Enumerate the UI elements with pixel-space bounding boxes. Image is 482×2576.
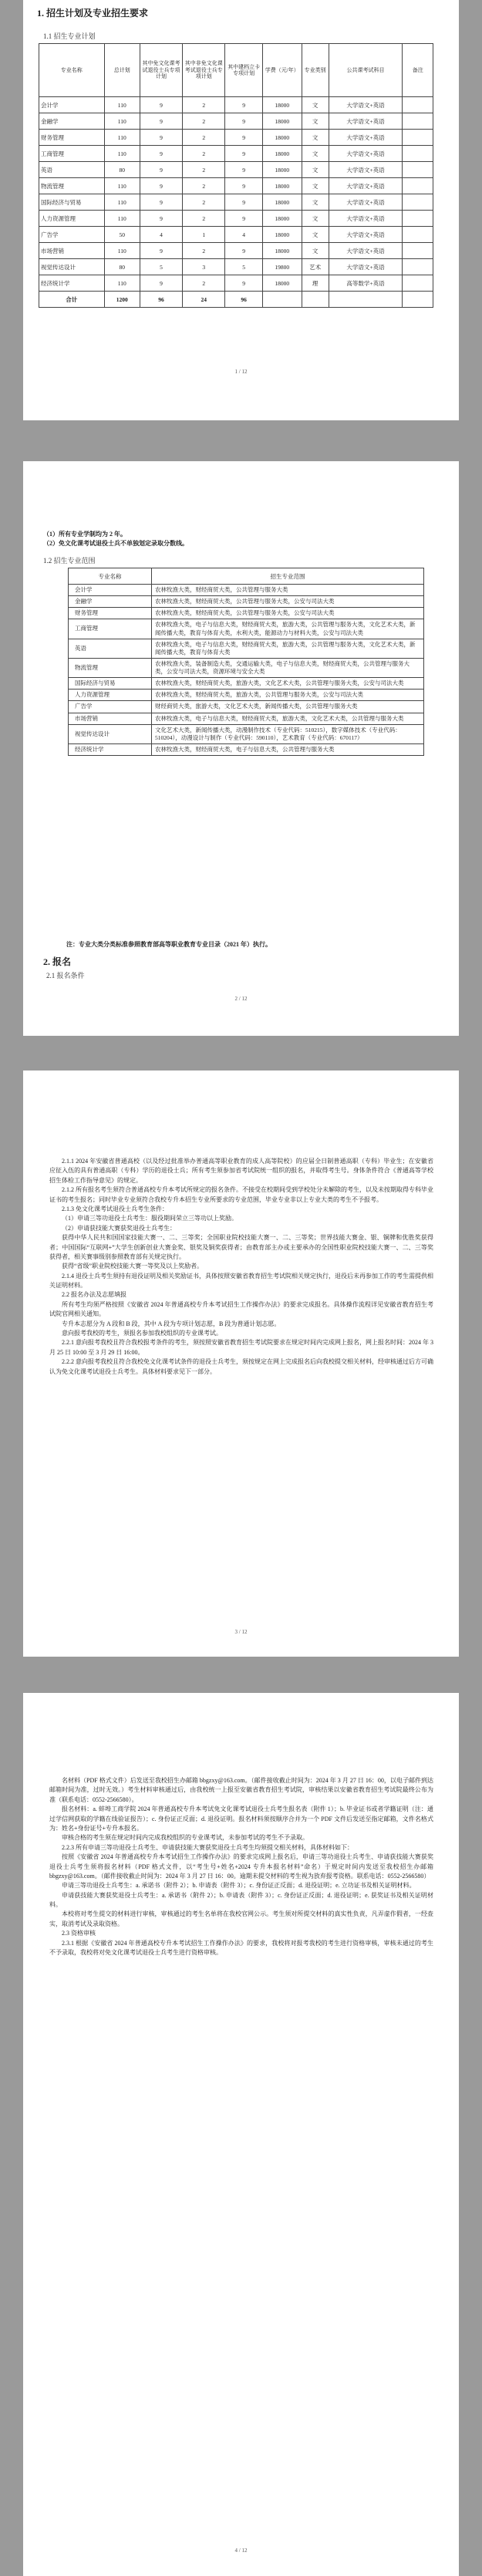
table-row (39, 194, 433, 211)
table-cell: 大学语文+英语 (329, 227, 403, 243)
paragraph: （2）申请获技能大赛获奖退役士兵考生： (62, 1224, 176, 1232)
table-cell: 110 (104, 243, 140, 259)
table-cell (403, 211, 433, 227)
table-header: 专业名称 (39, 44, 105, 97)
major-scope-cell: 农林牧渔大类，财经商贸大类，公共管理与服务大类，公安与司法大类 (152, 596, 424, 608)
table-cell: 艺术 (302, 259, 329, 275)
table-row (39, 146, 433, 162)
total-row (39, 292, 433, 308)
table-row (69, 619, 424, 639)
subsection-heading: 1.1 招生专业计划 (43, 32, 96, 40)
table-cell: 18000 (262, 130, 302, 146)
page-number: 4 / 12 (234, 2547, 248, 2554)
table-cell: 3 (183, 259, 225, 275)
table-cell: 110 (104, 130, 140, 146)
paragraph: 意向报考我校的考生，须报名参加我校组织的专业课考试。 (62, 1330, 222, 1337)
table-cell: 2 (183, 97, 225, 113)
page-number: 1 / 12 (234, 369, 248, 375)
table-cell: 金融学 (39, 113, 105, 130)
table-cell: 9 (225, 275, 263, 292)
table-cell: 5 (225, 259, 263, 275)
table-cell: 2 (183, 146, 225, 162)
table-row (69, 658, 424, 677)
table-cell: 18000 (262, 162, 302, 178)
major-scope-cell: 农林牧渔大类，财经商贸大类，电子与信息大类，公共管理与服务大类 (152, 743, 424, 755)
major-name-cell: 金融学 (69, 596, 152, 608)
table-cell: 工商管理 (39, 146, 105, 162)
table-cell: 96 (225, 292, 263, 308)
table-cell: 110 (104, 275, 140, 292)
table-cell: 9 (140, 194, 182, 211)
paragraph: 所有考生均须严格按照《安徽省 2024 年普通高校专升本考试招生工作操作办法》的要求完成报名。具体操作流程详见安徽省教育招生考试院官网相关通知。 (49, 1300, 433, 1318)
paragraph: 名材料（PDF 格式文件）后发送至我校招生办邮箱 bbgzxy@163.com。（邮件接收截止时间为：2024 年 3 月 27 日 16：00，以电子邮件到达邮箱时间为准，过时无效。）考生材料审核通过后，由我校统一上报至安徽省教育招生考试院，审核结果以安徽省教育招生考试院最终公布为准（联系电话：0552-2566580）。 (49, 1777, 433, 1803)
table-cell: 18000 (262, 275, 302, 292)
table-cell: 9 (225, 194, 263, 211)
table-cell (302, 292, 329, 308)
table-row (69, 608, 424, 619)
note-line: （2）免文化课考试退役士兵不单独划定录取分数线。 (43, 540, 188, 547)
major-scope-cell: 文化艺术大类，新闻传播大类，动漫制作技术（专业代码：510215），数字媒体技术（专业代码：510204），动漫设计与制作（专业代码：590110），艺术教育（专业代码：670117） (152, 724, 424, 743)
table-header: 备注 (403, 44, 433, 97)
table-cell: 9 (225, 211, 263, 227)
table-cell: 理 (302, 275, 329, 292)
table-cell: 1200 (104, 292, 140, 308)
paragraph: 2.3 资格审核 (62, 1930, 96, 1937)
table-cell: 大学语文+英语 (329, 97, 403, 113)
table-cell: 2 (183, 194, 225, 211)
table-cell: 英语 (39, 162, 105, 178)
document-page-1 (23, 0, 459, 420)
table-cell: 2 (183, 243, 225, 259)
major-name-cell: 财务管理 (69, 608, 152, 619)
table-cell: 9 (140, 275, 182, 292)
table-cell: 19800 (262, 259, 302, 275)
major-scope-cell: 农林牧渔大类，电子与信息大类，财经商贸大类，旅游大类，文化艺术大类，公共管理与服务大类 (152, 713, 424, 724)
table-row (69, 701, 424, 713)
table-cell: 1 (183, 227, 225, 243)
table-cell: 国际经济与贸易 (39, 194, 105, 211)
table-cell (403, 275, 433, 292)
table-cell: 18000 (262, 194, 302, 211)
table-cell: 经济统计学 (39, 275, 105, 292)
paragraph: （1）申请三等功退役士兵考生：服役期间荣立三等功以上奖励。 (62, 1215, 238, 1222)
table-cell: 18000 (262, 97, 302, 113)
major-name-cell: 物流管理 (69, 658, 152, 677)
table-cell: 9 (140, 178, 182, 194)
table-cell: 文 (302, 113, 329, 130)
table-cell: 文 (302, 130, 329, 146)
major-name-cell: 会计学 (69, 585, 152, 596)
table-cell: 18000 (262, 178, 302, 194)
table-cell (403, 243, 433, 259)
table-header: 其中建档立卡专项计划 (225, 44, 263, 97)
table-cell: 大学语文+英语 (329, 162, 403, 178)
table-cell (403, 97, 433, 113)
table-row (39, 162, 433, 178)
paragraph: 按照《安徽省 2024 年普通高校专升本考试招生工作操作办法》的要求完成网上报名后，申请三等功退役士兵考生、申请获技能大赛获奖退役士兵考生须将报名材料（PDF 格式文件，以“考生号+姓名+2024 专升本报名材料”命名）于规定时间内发送至我校招生办邮箱 bbgzxy@163.com。（邮件接收截止时间为：2024 年 3 月 27 日 16：00。逾期未提交材料的考生视为放弃报考资格。联系电话：0552-2566580） (49, 1853, 433, 1880)
paragraph: 2.2.3 所有申请三等功退役士兵考生、申请获技能大赛获奖退役士兵考生均须提交相关材料，具体材料如下： (62, 1843, 353, 1851)
table-cell: 9 (225, 113, 263, 130)
table-row (39, 130, 433, 146)
major-name-cell: 市场营销 (69, 713, 152, 724)
table-row (69, 690, 424, 701)
paragraph: 审核合格的考生须在规定时间内完成我校组织的专业课考试，未参加考试的考生不予录取。 (62, 1834, 308, 1842)
table-header: 招生专业范围 (152, 568, 424, 585)
table-cell: 18000 (262, 227, 302, 243)
table-cell: 9 (140, 243, 182, 259)
table-cell: 2 (183, 178, 225, 194)
table-cell: 110 (104, 97, 140, 113)
major-name-cell: 国际经济与贸易 (69, 678, 152, 690)
table-cell: 110 (104, 146, 140, 162)
enrollment-plan-table (39, 43, 433, 308)
document-page-4 (23, 1693, 459, 2576)
table-cell: 财务管理 (39, 130, 105, 146)
major-scope-cell: 农林牧渔大类，装备制造大类，交通运输大类，电子与信息大类，财经商贸大类，公共管理与服务大类，公安与司法大类，资源环境与安全大类 (152, 658, 424, 677)
major-name-cell: 视觉传达设计 (69, 724, 152, 743)
table-cell: 大学语文+英语 (329, 194, 403, 211)
table-row (69, 596, 424, 608)
table-cell: 9 (140, 162, 182, 178)
table-cell (403, 178, 433, 194)
paragraph: 申请三等功退役士兵考生：a. 承诺书（附件 2）；b. 申请表（附件 3）；c. 身份证正反面；d. 退役证明；e. 立功证书及相关证明材料。 (62, 1882, 416, 1890)
table-cell: 大学语文+英语 (329, 146, 403, 162)
section-heading: 1. 招生计划及专业招生要求 (37, 8, 149, 19)
table-cell: 9 (225, 97, 263, 113)
table-cell: 96 (140, 292, 182, 308)
table-row (39, 178, 433, 194)
table-cell: 9 (225, 243, 263, 259)
table-cell (403, 162, 433, 178)
table-cell: 4 (140, 227, 182, 243)
document-page-2 (23, 461, 459, 1036)
body-text (49, 1776, 433, 2316)
table-header: 公共课考试科目 (329, 44, 403, 97)
table-cell: 5 (140, 259, 182, 275)
paragraph: 本校将对考生提交的材料进行审核，审核通过的考生名单将在我校官网公示。考生须对所提交材料的真实性负责，凡弄虚作假者，一经查实，取消考试及录取资格。 (49, 1910, 433, 1927)
paragraph: 2.2 报名办法及志愿填报 (62, 1291, 126, 1299)
major-scope-cell: 财经商贸大类，旅游大类，文化艺术大类，新闻传播大类，公共管理与服务大类 (152, 701, 424, 713)
table-cell: 2 (183, 275, 225, 292)
major-scope-cell: 农林牧渔大类，电子与信息大类，财经商贸大类，旅游大类，公共管理与服务大类，文化艺术大类，新闻传播大类，教育与体育大类，水利大类，能源动力与材料大类，公安与司法大类 (152, 619, 424, 639)
table-cell: 视觉传达设计 (39, 259, 105, 275)
table-cell (403, 259, 433, 275)
section-heading: 2. 报名 (43, 956, 72, 967)
paragraph: 专升本志愿分为 A 段和 B 段，其中 A 段为专项计划志愿，B 段为普通计划志愿。 (62, 1320, 281, 1327)
table-cell: 9 (140, 97, 182, 113)
note-line: （1）所有专业学制均为 2 年。 (43, 531, 126, 538)
table-cell: 人力资源管理 (39, 211, 105, 227)
table-cell: 110 (104, 211, 140, 227)
table-cell: 2 (183, 162, 225, 178)
table-cell: 广告学 (39, 227, 105, 243)
table-cell: 9 (140, 130, 182, 146)
table-cell (403, 194, 433, 211)
table-cell (403, 292, 433, 308)
table-cell: 2 (183, 130, 225, 146)
table-cell: 合计 (39, 292, 105, 308)
major-scope-cell: 农林牧渔大类，财经商贸大类，公共管理与服务大类，公安与司法大类 (152, 608, 424, 619)
table-row (39, 113, 433, 130)
table-cell: 9 (225, 130, 263, 146)
major-name-cell: 英语 (69, 639, 152, 658)
paragraph: 2.1.4 退役士兵考生须持有退役证明及相关奖励证书，具体按照安徽省教育招生考试院相关规定执行，退役后未再参加工作的考生需提供相关证明材料。 (49, 1272, 433, 1290)
page-number: 2 / 12 (234, 996, 248, 1002)
table-cell: 大学语文+英语 (329, 259, 403, 275)
table-header: 其中非免文化课考试退役士兵专项计划 (183, 44, 225, 97)
table-cell: 9 (140, 113, 182, 130)
body-text (49, 1157, 433, 1589)
table-cell: 18000 (262, 243, 302, 259)
table-row (39, 243, 433, 259)
major-name-cell: 经济统计学 (69, 743, 152, 755)
major-scope-cell: 农林牧渔大类，财经商贸大类，公共管理与服务大类 (152, 585, 424, 596)
table-header: 学费（元/年） (262, 44, 302, 97)
document-page-3 (23, 1071, 459, 1657)
major-name-cell: 人力资源管理 (69, 690, 152, 701)
table-row (39, 275, 433, 292)
table-cell (403, 113, 433, 130)
table-cell (403, 146, 433, 162)
table-cell: 24 (183, 292, 225, 308)
table-cell: 2 (183, 211, 225, 227)
major-scope-cell: 农林牧渔大类，财经商贸大类，旅游大类，文化艺术大类，公共管理与服务大类，公安与司法大类 (152, 678, 424, 690)
paragraph: 2.1.3 免文化课考试退役士兵考生条件： (62, 1205, 168, 1212)
table-row (69, 678, 424, 690)
table-note: 注：专业大类分类标准参照教育部高等职业教育专业目录（2021 年）执行。 (66, 941, 271, 948)
table-header: 总计划 (104, 44, 140, 97)
table-cell (262, 292, 302, 308)
major-scope-cell: 农林牧渔大类，电子与信息大类，财经商贸大类，旅游大类，公共管理与服务大类，文化艺术大类，新闻传播大类，教育与体育大类 (152, 639, 424, 658)
table-cell: 大学语文+英语 (329, 113, 403, 130)
table-cell: 50 (104, 227, 140, 243)
table-cell: 文 (302, 97, 329, 113)
paragraph: 2.2.2 意向报考我校且符合我校免文化课考试条件的退役士兵考生，须按规定在网上完成报名后向我校提交相关材料，经审核通过后方可确认为免文化课考试退役士兵考生。具体材料要求见下一部分。 (49, 1358, 433, 1375)
table-cell: 大学语文+英语 (329, 243, 403, 259)
paragraph: 2.1.1 2024 年安徽省普通高校（以及经过批准举办普通高等职业教育的成人高等院校）的应届全日制普通高职（专科）毕业生；在安徽省应征入伍的具有普通高职（专科）学历的退役士兵；所有考生须参加省考试院统一组织的报名，并取得考生号。身体条件符合《普通高等学校招生体检工作指导意见》的规定。 (49, 1158, 433, 1184)
table-cell: 市场营销 (39, 243, 105, 259)
table-cell (329, 292, 403, 308)
table-row (69, 743, 424, 755)
table-cell: 9 (140, 211, 182, 227)
table-cell: 文 (302, 243, 329, 259)
table-cell: 物流管理 (39, 178, 105, 194)
page-number: 3 / 12 (234, 1629, 248, 1635)
table-cell: 文 (302, 162, 329, 178)
table-cell: 80 (104, 259, 140, 275)
table-row (39, 227, 433, 243)
table-cell: 文 (302, 146, 329, 162)
table-cell: 2 (183, 113, 225, 130)
major-name-cell: 工商管理 (69, 619, 152, 639)
table-cell: 110 (104, 178, 140, 194)
table-row (39, 259, 433, 275)
paragraph: 报名材料：a. 蚌埠工商学院 2024 年普通高校专升本考试免文化课考试退役士兵考生报名表（附件 1）；b. 毕业证书或者学籍证明（注：通过学信网获取的学籍在线验证报告）；c. 身份证正反面；d. 退役证明。报名材料须按顺序合并为一个 PDF 文件后发送至指定邮箱，文件名格式为：姓名+身份证号+专升本报名。 (49, 1806, 433, 1832)
paragraph: 2.1.2 所有报名考生须符合普通高校专升本考试所规定的报名条件。不接受在校期间受到学校处分未解除的考生，以及未按期取得专科毕业证书的考生报名；同时毕业专业须符合我校专升本招生专业所要求的专业范围，毕业专业非以上专业大类的考生不予报考。 (49, 1186, 433, 1203)
table-cell: 大学语文+英语 (329, 130, 403, 146)
major-scope-table (68, 568, 424, 756)
paragraph: 2.2.1 意向报考我校且符合我校报考条件的考生，须按照安徽省教育招生考试院要求在规定时间内完成网上报名，网上报名时间：2024 年 3 月 25 日 10:00 至 3 月 29 日 16:00。 (49, 1339, 433, 1356)
table-cell (403, 130, 433, 146)
paragraph: 申请获技能大赛获奖退役士兵考生：a. 承诺书（附件 2）；b. 申请表（附件 3）；c. 身份证正反面；d. 退役证明；e. 获奖证书及相关证明材料。 (49, 1891, 433, 1909)
table-header: 其中免文化课考试退役士兵专项计划 (140, 44, 182, 97)
table-row (69, 639, 424, 658)
table-cell: 4 (225, 227, 263, 243)
table-cell: 文 (302, 227, 329, 243)
table-cell: 9 (225, 146, 263, 162)
table-cell: 大学语文+英语 (329, 178, 403, 194)
paragraph: 2.3.1 根据《安徽省 2024 年普通高校专升本考试招生工作操作办法》的要求，我校将对报考我校的考生进行资格审核，审核未通过的考生不予录取，我校将对免文化课考试退役士兵考生进行资格审核。 (49, 1939, 433, 1957)
table-cell: 110 (104, 194, 140, 211)
table-cell: 80 (104, 162, 140, 178)
table-cell: 9 (140, 146, 182, 162)
subsection-heading: 2.1 报名条件 (46, 972, 85, 979)
major-name-cell: 广告学 (69, 701, 152, 713)
table-cell: 文 (302, 194, 329, 211)
table-row (69, 585, 424, 596)
table-cell: 18000 (262, 113, 302, 130)
table-row (39, 97, 433, 113)
table-cell: 18000 (262, 211, 302, 227)
table-cell: 大学语文+英语 (329, 211, 403, 227)
major-scope-cell: 农林牧渔大类，财经商贸大类，旅游大类，公共管理与服务大类，公安与司法大类 (152, 690, 424, 701)
table-cell: 110 (104, 113, 140, 130)
table-cell: 文 (302, 211, 329, 227)
table-row (39, 211, 433, 227)
table-cell: 高等数学+英语 (329, 275, 403, 292)
table-header: 专业名称 (69, 568, 152, 585)
paragraph: 获得中华人民共和国国家技能大赛一、二、三等奖；全国职业院校技能大赛一、二、三等奖；世界技能大赛金、银、铜牌和优胜奖获得者；中国国际“互联网+”大学生创新创业大赛金奖、银奖及铜奖获得者；由教育部主办或主要承办的全国性职业院校技能大赛一、二、三等奖获得者，相关赛事级别参照教育部有关规定执行。 (49, 1234, 433, 1260)
table-row (69, 713, 424, 724)
table-cell: 9 (225, 178, 263, 194)
table-cell: 文 (302, 178, 329, 194)
table-cell (403, 227, 433, 243)
subsection-heading: 1.2 招生专业范围 (43, 557, 96, 565)
table-header: 专业类别 (302, 44, 329, 97)
paragraph: 获得“省级”职业院校技能大赛一等奖及以上奖励者。 (62, 1263, 204, 1270)
table-row (69, 724, 424, 743)
table-cell: 18000 (262, 146, 302, 162)
table-cell: 会计学 (39, 97, 105, 113)
table-cell: 9 (225, 162, 263, 178)
